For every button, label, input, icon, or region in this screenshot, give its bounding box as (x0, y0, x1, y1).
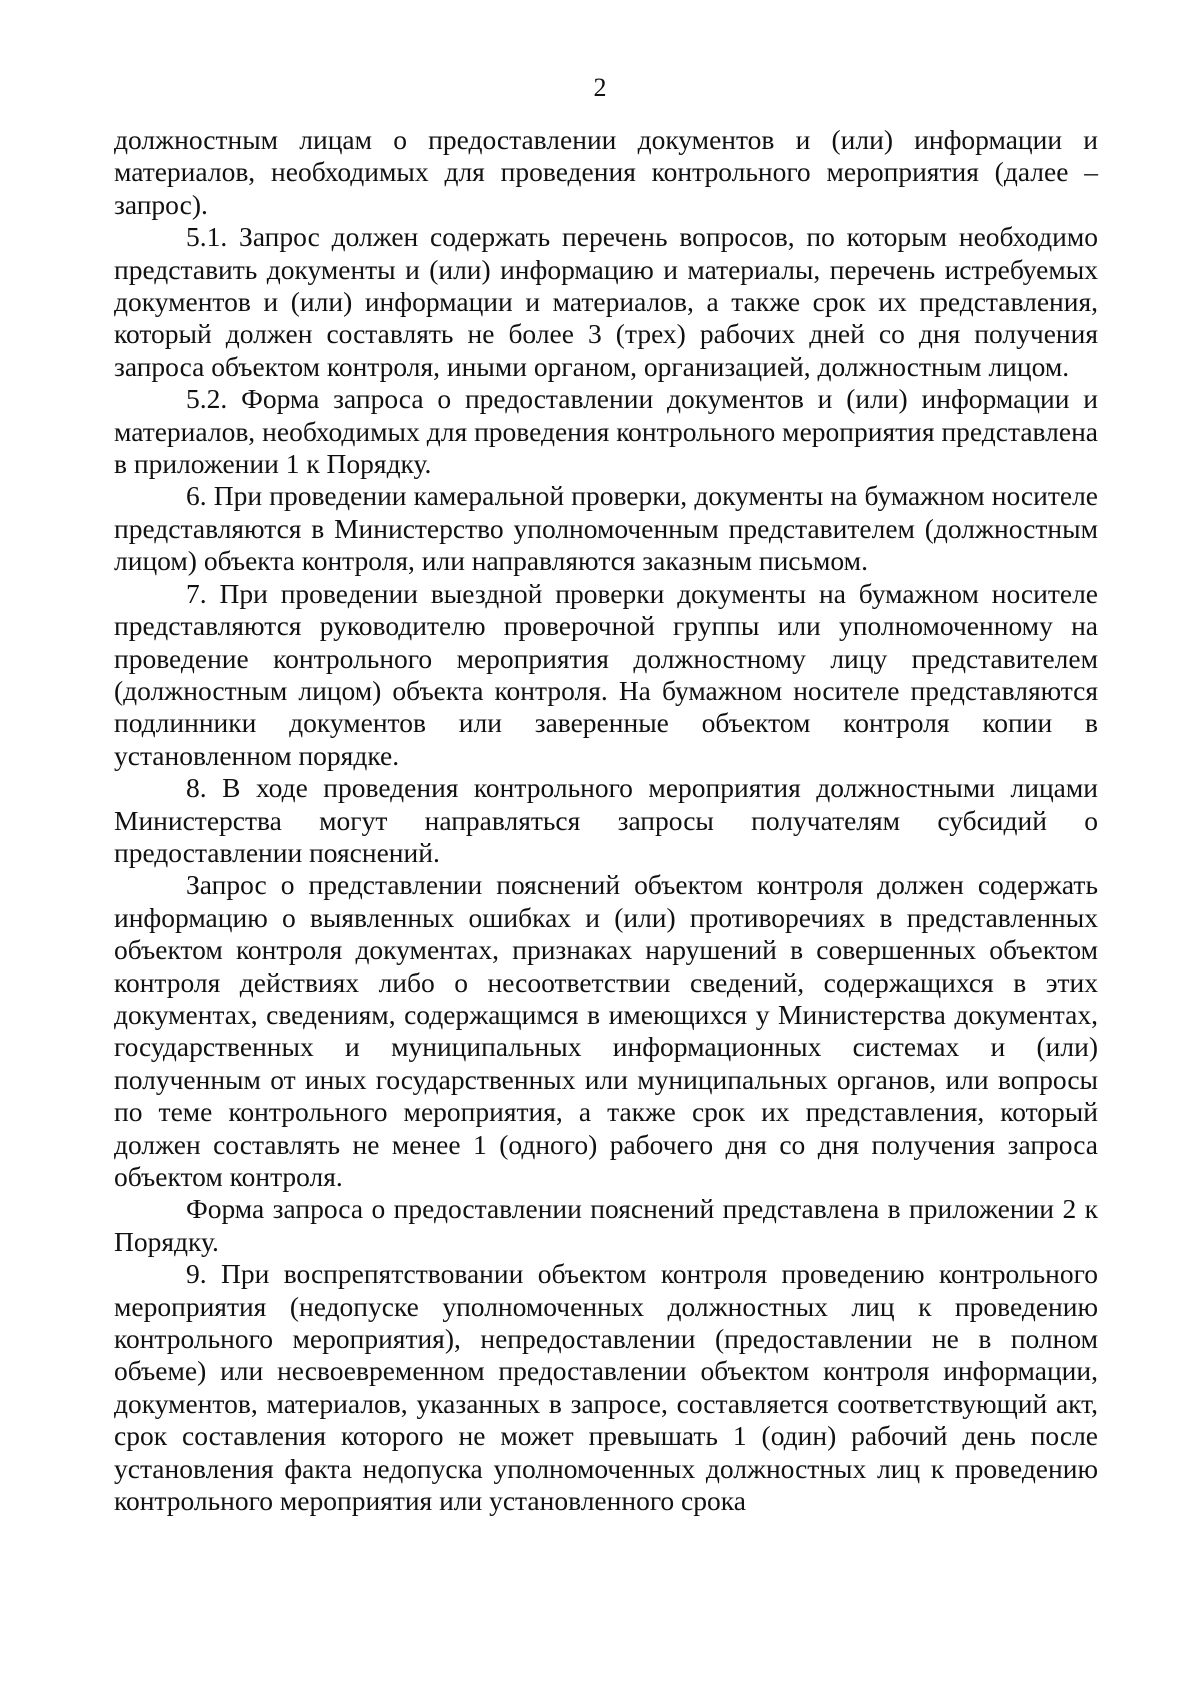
paragraph-item-7: 7. При проведении выездной проверки документы на бумажном носителе представляются руководителю проверочной группы или уполномоченному на проведение контрольного мероприятия должностному лицу представителем (должностным лицом) объекта контроля. На бумажном носителе представляются подлинники документов или заверенные объектом контроля копии в установленном порядке. (114, 577, 1098, 771)
paragraph-item-9: 9. При воспрепятствовании объектом контроля проведению контрольного мероприятия (недопуске уполномоченных должностных лиц к проведению контрольного мероприятия), непредоставлении (предоставлении не в полном объеме) или несвоевременном предоставлении объектом контроля информации, документов, материалов, указанных в запросе, составляется соответствующий акт, срок составления которого не может превышать 1 (один) рабочий день после установления факта недопуска уполномоченных должностных лиц к проведению контрольного мероприятия или установленного срока (114, 1258, 1098, 1517)
paragraph-item-5-1: 5.1. Запрос должен содержать перечень вопросов, по которым необходимо представить документы и (или) информацию и материалы, перечень истребуемых документов и (или) информации и материалов, а также срок их представления, который должен составлять не более 3 (трех) рабочих дней со дня получения запроса объектом контроля, иными органом, организацией, должностным лицом. (114, 221, 1098, 382)
paragraph-item-5-2: 5.2. Форма запроса о предоставлении документов и (или) информации и материалов, необходимых для проведения контрольного мероприятия представлена в приложении 1 к Порядку. (114, 383, 1098, 480)
document-body (114, 124, 1098, 1517)
page-number: 2 (593, 73, 607, 102)
paragraph-item-6: 6. При проведении камеральной проверки, документы на бумажном носителе представляются в Министерство уполномоченным представителем (должностным лицом) объекта контроля, или направляются заказным письмом. (114, 480, 1098, 577)
paragraph-item-8-form: Форма запроса о предоставлении пояснений представлена в приложении 2 к Порядку. (114, 1193, 1098, 1257)
paragraph-item-8-request: Запрос о представлении пояснений объектом контроля должен содержать информацию о выявленных ошибках и (или) противоречиях в представленных объектом контроля документах, признаках нарушений в совершенных объектом контроля действиях либо о несоответствии сведений, содержащихся в этих документах, сведениям, содержащимся в имеющихся у Министерства документах, государственных и муниципальных информационных системах и (или) полученным от иных государственных или муниципальных органов, или вопросы по теме контрольного мероприятия, а также срок их представления, который должен составлять не менее 1 (одного) рабочего дня со дня получения запроса объектом контроля. (114, 869, 1098, 1192)
paragraph-item-8: 8. В ходе проведения контрольного мероприятия должностными лицами Министерства могут направляться запросы получателям субсидий о предоставлении пояснений. (114, 772, 1098, 868)
paragraph-continuation: должностным лицам о предоставлении документов и (или) информации и материалов, необходимых для проведения контрольного мероприятия (далее – запрос). (114, 124, 1098, 220)
